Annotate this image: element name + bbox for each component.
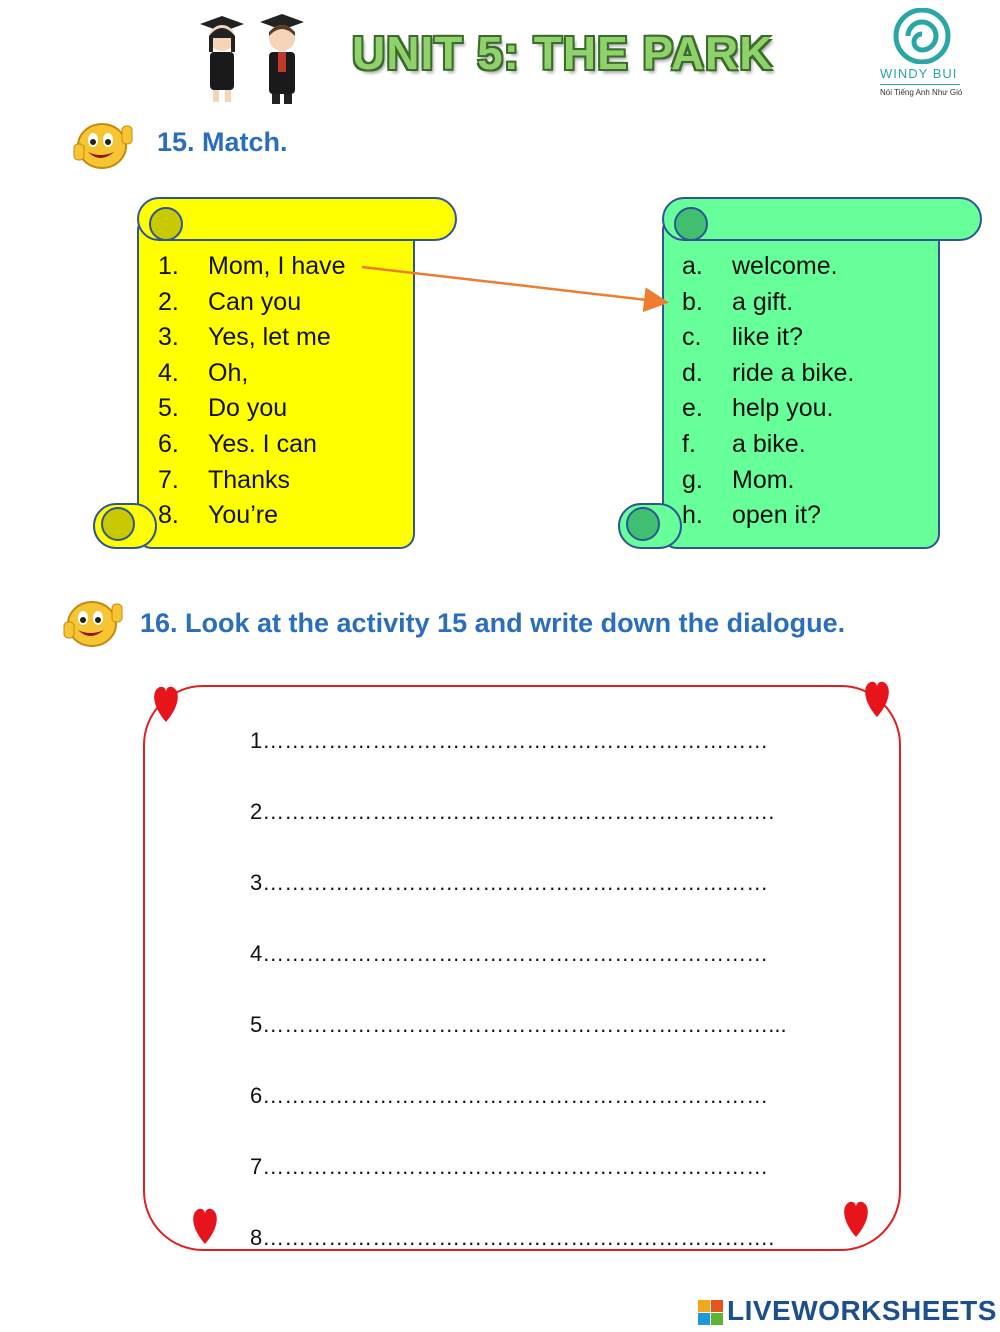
right-item-letter: h. <box>682 501 703 530</box>
left-item-num: 4. <box>158 358 179 387</box>
dialogue-line-1[interactable]: 1…………………………………………………………… <box>250 728 769 753</box>
right-item-letter: f. <box>682 429 696 458</box>
left-item-num: 5. <box>158 394 179 423</box>
heart-icon <box>189 1204 221 1246</box>
dialogue-line-8[interactable]: 8……………………………………………………………. <box>250 1225 775 1250</box>
heart-icon <box>150 682 182 724</box>
left-item-text[interactable]: Do you <box>208 394 288 423</box>
left-item-num: 3. <box>158 323 179 352</box>
right-item-text[interactable]: Mom. <box>732 465 795 494</box>
right-item-text[interactable]: ride a bike. <box>732 358 855 387</box>
left-item-text[interactable]: You’re <box>208 501 278 530</box>
right-item-text[interactable]: a gift. <box>732 287 794 316</box>
right-item-g <box>682 463 854 499</box>
right-item-letter: c. <box>682 323 702 352</box>
dialogue-line-2[interactable]: 2……………………………………………………………. <box>250 799 775 824</box>
liveworksheets-logo-icon <box>698 1300 724 1326</box>
activity-16-heading: 16. Look at the activity 15 and write down the dialogue. <box>140 608 846 638</box>
left-item-num: 1. <box>158 252 179 280</box>
right-item-letter: d. <box>682 358 703 387</box>
left-item-text[interactable]: Can you <box>208 287 302 316</box>
brand-name: WINDY BUI <box>880 66 958 81</box>
left-item-text[interactable]: Thanks <box>208 465 290 494</box>
left-item-text[interactable]: Oh, <box>208 358 249 387</box>
left-item-num: 6. <box>158 429 179 458</box>
right-item-text[interactable]: a bike. <box>732 429 806 458</box>
right-item-f <box>682 427 854 463</box>
left-item-text[interactable]: Yes, let me <box>208 323 331 352</box>
right-item-text[interactable]: welcome. <box>732 252 838 280</box>
left-item-num: 2. <box>158 287 179 316</box>
left-item-num: 8. <box>158 501 179 530</box>
footer-watermark: LIVEWORKSHEETS <box>727 1295 997 1326</box>
dialogue-line-6[interactable]: 6…………………………………………………………… <box>250 1083 769 1108</box>
heart-icon <box>861 677 893 719</box>
left-item-7 <box>158 463 346 499</box>
left-item-8 <box>158 498 346 534</box>
dialogue-line-5[interactable]: 5……………………………………………………………... <box>250 1012 787 1037</box>
right-item-letter: e. <box>682 394 703 423</box>
dialogue-line-3[interactable]: 3…………………………………………………………… <box>250 870 769 895</box>
right-item-text[interactable]: help you. <box>732 394 834 423</box>
right-item-text[interactable]: like it? <box>732 323 803 352</box>
right-item-text[interactable]: open it? <box>732 501 821 530</box>
page-title: UNIT 5: THE PARK <box>352 27 774 79</box>
dialogue-lines <box>250 728 787 1296</box>
right-item-letter: b. <box>682 287 703 316</box>
right-item-h <box>682 498 854 534</box>
left-item-text[interactable]: Yes. I can <box>208 429 317 458</box>
right-item-letter: a. <box>682 252 703 280</box>
heart-icon <box>840 1197 872 1239</box>
activity-15-heading: 15. Match. <box>157 127 288 157</box>
dialogue-line-4[interactable]: 4…………………………………………………………… <box>250 941 769 966</box>
thumbs-up-emoji-icon <box>62 594 126 650</box>
dialogue-line-7[interactable]: 7…………………………………………………………… <box>250 1154 769 1179</box>
right-item-letter: g. <box>682 465 703 494</box>
left-item-num: 7. <box>158 465 179 494</box>
brand-tagline: Nói Tiếng Anh Như Gió <box>880 88 963 97</box>
left-item-6 <box>158 427 346 463</box>
left-item-text[interactable]: Mom, I have <box>208 252 346 280</box>
match-arrow <box>0 0 1000 400</box>
